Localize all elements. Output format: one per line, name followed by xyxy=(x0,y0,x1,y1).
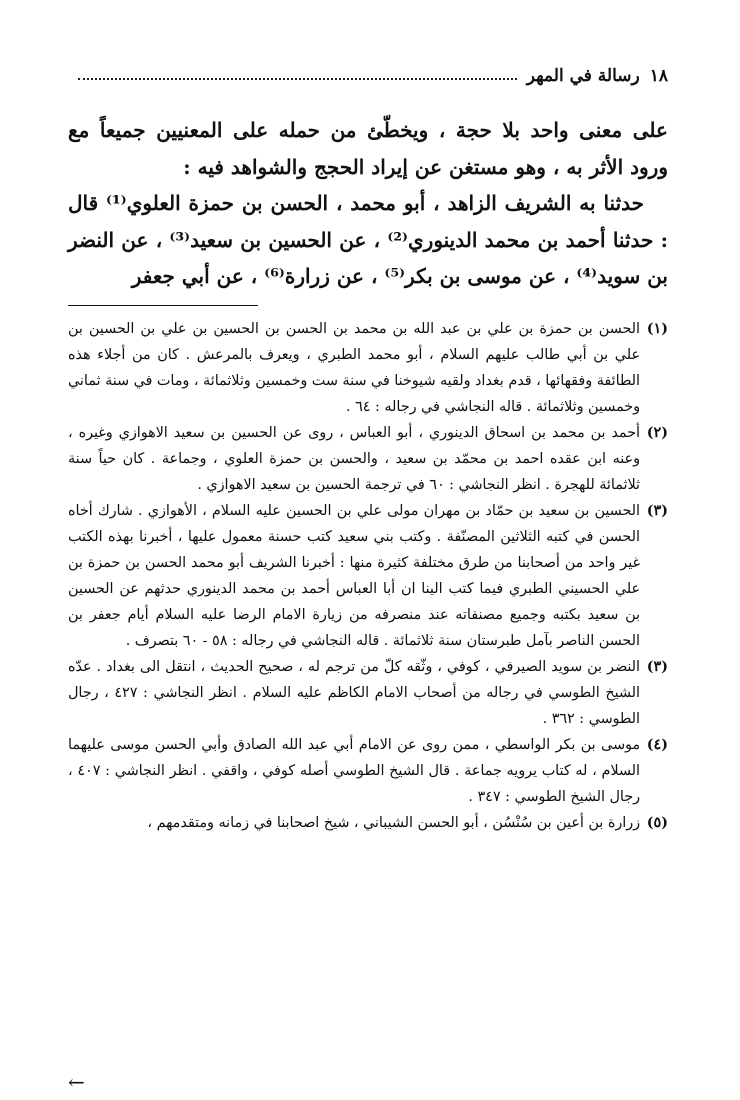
page xyxy=(68,58,669,1094)
main-paragraph-2: حدثنا به الشريف الزاهد ، أبو محمد ، الحسن بن حمزة العلوي⁽¹⁾ قال : حدثنا أحمد بن محمد الدينوري⁽²⁾ ، عن الحسين بن سعيد⁽³⁾ ، عن النضر بن سويد⁽⁴⁾ ، عن موسى بن بكر⁽⁵⁾ ، عن زرارة⁽⁶⁾ ، عن أبي جعفر xyxy=(68,191,669,288)
main-text xyxy=(68,112,668,295)
header-dotted-leader xyxy=(78,77,517,80)
footnote-text: النضر بن سويد الصيرفي ، كوفي ، وثّقه كلّ من ترجم له ، صحيح الحديث ، انتقل الى بغداد . عدّه الشيخ الطوسي في رجاله من أصحاب الامام الكاظم عليه السلام . انظر النجاشي : ٤٢٧ ، رجال الطوسي : ٣٦٢ . xyxy=(68,658,640,727)
footnote-text: زرارة بن أعين بن سُنْسُن ، أبو الحسن الشيباني ، شيخ اصحابنا في زمانه ومتقدمهم ، xyxy=(147,814,640,831)
footnote-text: موسى بن بكر الواسطي ، ممن روى عن الامام أبي عبد الله الصادق وأبي الحسن موسى عليهما السلام ، له كتاب يرويه جماعة . قال الشيخ الطوسي أصله كوفي ، واقفي . انظر النجاشي : ٤٠٧ ، رجال الشيخ الطوسي : ٣٤٧ . xyxy=(68,736,640,805)
footnote-text: الحسين بن سعيد بن حمّاد بن مهران مولى علي بن الحسين عليه السلام ، الأهوازي . شارك أخاه الحسن في كتبه الثلاثين المصنّفة . وكتب بني سعيد كتب حسنة معمول عليها ، أخبرنا بهذه الكتب غير واحد من أصحابنا من طرق مختلفة كثيرة منها : أخبرنا الشريف أبو محمد الحسن بن حمزة بن علي الحسيني الطبري فيما كتب الينا ان أبا العباس أحمد بن محمد الدينوري حدثهم عن الحسين بن سعيد بكتبه وجميع مصنفاته عند منصرفه من زيارة الامام الرضا عليه السلام أيام جعفر بن الحسن الناصر بآمل طبرستان سنة ثلاثمائة . قاله النجاشي في رجاله : ٥٨ - ٦٠ بتصرف . xyxy=(68,502,640,649)
footnote xyxy=(68,810,668,836)
footnotes xyxy=(68,316,668,836)
page-number: ١٨ xyxy=(649,66,668,86)
footnote xyxy=(68,732,668,810)
footnote-number: (٥) xyxy=(646,814,668,831)
footnote-number: (٢) xyxy=(646,424,668,441)
footnote-number: (١) xyxy=(646,320,668,337)
footnote-number: (٣) xyxy=(646,502,668,519)
running-header xyxy=(68,58,668,86)
footnote xyxy=(68,316,668,420)
footnote-number: (٣) xyxy=(646,658,668,675)
footnote-separator xyxy=(68,305,258,306)
footnote xyxy=(68,420,668,498)
running-title: رسالة في المهر xyxy=(526,66,640,86)
footnote-text: الحسن بن حمزة بن علي بن عبد الله بن محمد بن الحسن بن الحسين بن علي بن الحسين بن علي بن أبي طالب عليهم السلام ، أبو محمد الطبري ، ويعرف بالمرعش . كان من أجلاء هذه الطائفة وفقهائها ، قدم بغداد ولقيه شيوخنا في سنة ست وخمسين وثلاثمائة ، ومات في سنة ثماني وخمسين وثلاثمائة . قاله النجاشي في رجاله : ٦٤ . xyxy=(68,320,640,415)
footnote-text: أحمد بن محمد بن اسحاق الدينوري ، أبو العباس ، روى عن الحسين بن سعيد الاهوازي وغيره ، وعنه ابن عقده احمد بن محمّد بن سعيد ، والحسن بن حمزة العلوي ، وجماعة . كان حياً سنة ثلاثمائة للهجرة . انظر النجاشي : ٦٠ في ترجمة الحسين بن سعيد الاهوازي . xyxy=(68,424,640,493)
footnote-number: (٤) xyxy=(646,736,668,753)
continuation-arrow-icon: ← xyxy=(68,1070,85,1094)
footnote xyxy=(68,654,668,732)
main-paragraph-1: على معنى واحد بلا حجة ، ويخطّئ من حمله على المعنيين جميعاً مع ورود الأثر به ، وهو مستغن عن إيراد الحجج والشواهد فيه : xyxy=(68,118,668,179)
footnote xyxy=(68,498,668,654)
